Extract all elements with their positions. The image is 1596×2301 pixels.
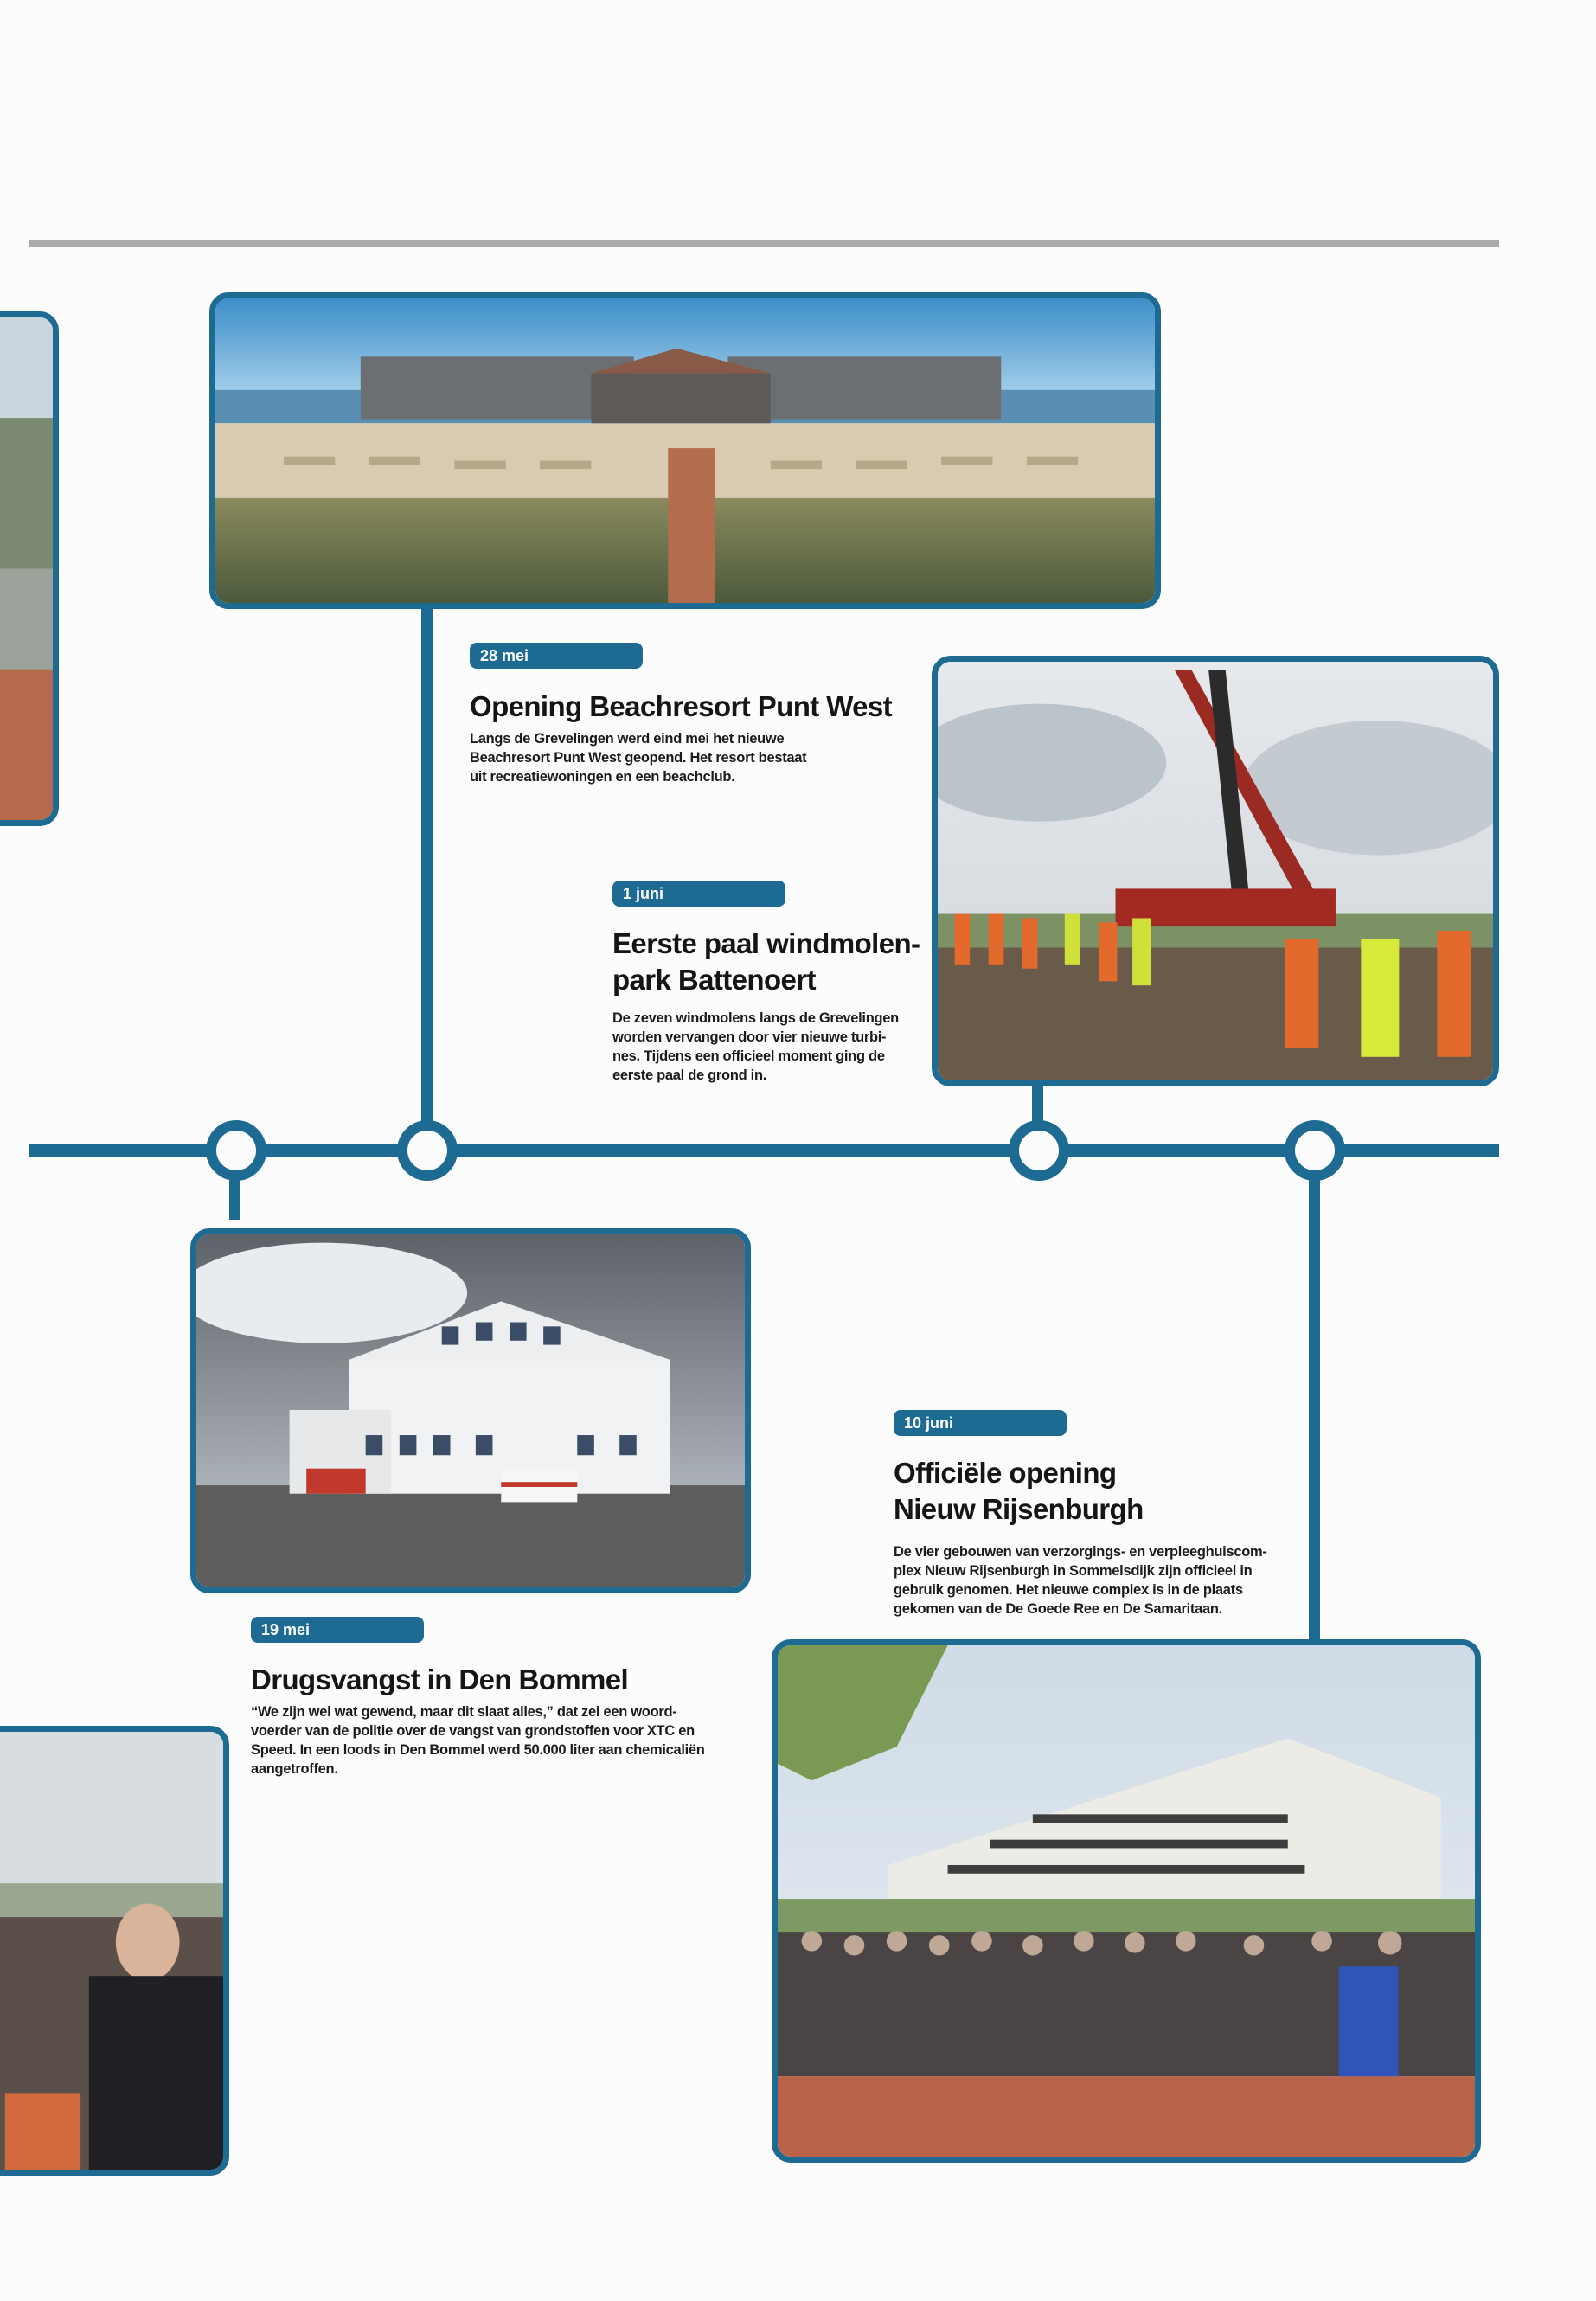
body-line: Speed. In een loods in Den Bommel werd 50.000 liter aan chemicaliën	[251, 1742, 705, 1758]
event-title-1-juni	[612, 926, 924, 998]
body-line: uit recreatiewoningen en een beachclub.	[470, 769, 735, 785]
title-line: Opening Beachresort Punt West	[470, 690, 893, 722]
event-body-19-mei	[251, 1702, 753, 1779]
body-line: nes. Tijdens een officieel moment ging de	[612, 1048, 885, 1064]
body-line: gekomen van de De Goede Ree en De Samaritaan.	[894, 1601, 1222, 1617]
event-body-1-juni	[612, 1009, 924, 1085]
title-line: Officiële opening	[894, 1457, 1117, 1489]
event-body-28-mei	[470, 729, 920, 786]
title-line: park Battenoert	[612, 964, 816, 996]
date-badge-1-juni: 1 juni	[612, 881, 785, 907]
event-title-28-mei	[470, 689, 920, 725]
event-title-19-mei	[251, 1662, 753, 1698]
photo-beachresort-punt-west	[209, 292, 1161, 609]
body-line: Langs de Grevelingen werd eind mei het nieuwe	[470, 731, 785, 747]
event-body-10-juni	[894, 1542, 1343, 1618]
body-line: eerste paal de grond in.	[612, 1067, 767, 1083]
timeline-node-1-juni	[1009, 1120, 1069, 1181]
title-line: Eerste paal windmolen-	[612, 927, 920, 959]
body-line: De vier gebouwen van verzorgings- en verpleeghuiscom-	[894, 1544, 1267, 1560]
timeline-node-19-mei	[206, 1120, 266, 1181]
photo-partial-left-bottom	[0, 1726, 229, 2176]
title-line: Drugsvangst in Den Bommel	[251, 1663, 629, 1695]
body-line: De zeven windmolens langs de Grevelingen	[612, 1010, 899, 1026]
body-line: aangetroffen.	[251, 1761, 338, 1777]
body-line: gebruik genomen. Het nieuwe complex is in de plaats	[894, 1582, 1243, 1598]
event-title-10-juni	[894, 1455, 1343, 1528]
photo-windmolenpark-battenoert	[932, 656, 1499, 1086]
photo-nieuw-rijsenburgh	[772, 1639, 1481, 2163]
body-line: “We zijn wel wat gewend, maar dit slaat alles,” dat zei een woord-	[251, 1704, 677, 1720]
top-divider	[29, 240, 1499, 247]
title-line: Nieuw Rijsenburgh	[894, 1493, 1144, 1525]
photo-den-bommel-loods	[190, 1228, 751, 1593]
body-line: voerder van de politie over de vangst van grondstoffen voor XTC en	[251, 1723, 695, 1739]
body-line: Beachresort Punt West geopend. Het resort bestaat	[470, 750, 807, 766]
connector-28-mei	[421, 606, 433, 1135]
date-badge-19-mei: 19 mei	[251, 1617, 424, 1643]
timeline-node-10-juni	[1285, 1120, 1345, 1181]
photo-partial-left-top	[0, 311, 59, 826]
body-line: worden vervangen door vier nieuwe turbi-	[612, 1029, 887, 1045]
date-badge-10-juni: 10 juni	[894, 1410, 1067, 1436]
body-line: plex Nieuw Rijsenburgh in Sommelsdijk zijn officieel in	[894, 1563, 1253, 1579]
date-badge-28-mei: 28 mei	[470, 643, 643, 669]
timeline-node-28-mei	[397, 1120, 458, 1181]
